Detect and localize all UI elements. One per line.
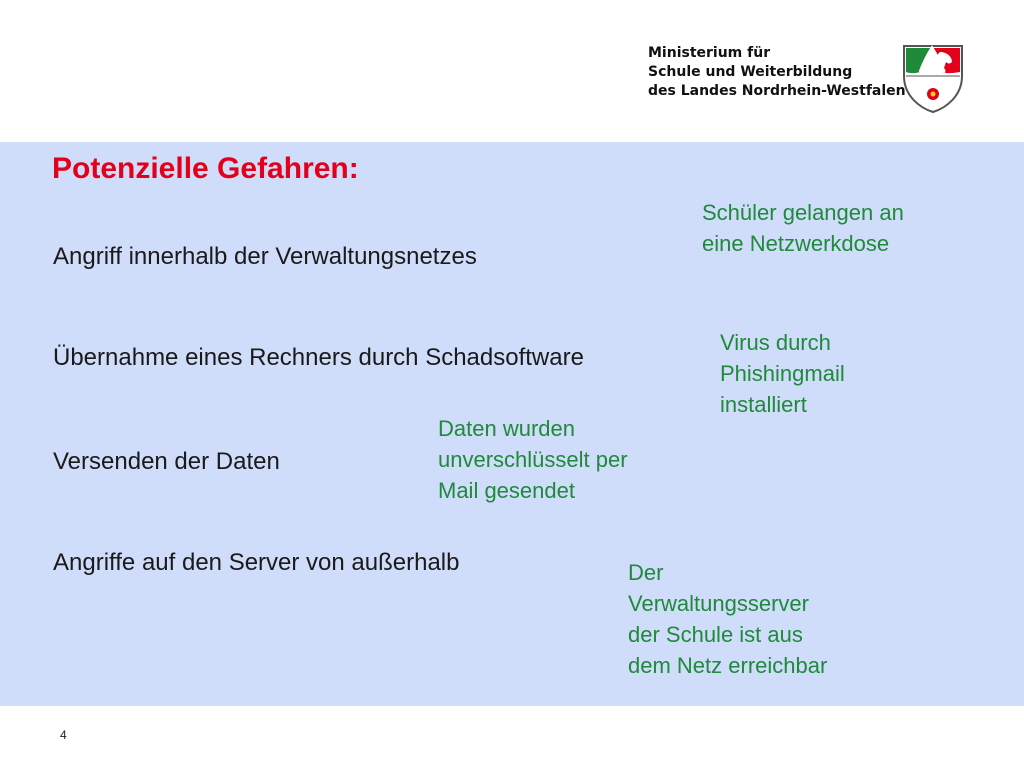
ministry-line: des Landes Nordrhein-Westfalen (648, 83, 906, 99)
note-line: Der (628, 560, 664, 585)
note-network (702, 197, 904, 259)
note-line: unverschlüsselt per (438, 447, 628, 472)
note-line: Daten wurden (438, 416, 575, 441)
note-malware (720, 327, 845, 420)
note-line: Schüler gelangen an (702, 200, 904, 225)
note-line: der Schule ist aus (628, 622, 803, 647)
note-line: eine Netzwerkdose (702, 231, 890, 256)
slide-title: Potenzielle Gefahren: (52, 152, 359, 185)
ministry-line: Schule und Weiterbildung (648, 64, 853, 80)
nrw-coat-of-arms-icon (900, 42, 966, 114)
page-number: 4 (60, 728, 67, 742)
note-line: dem Netz erreichbar (628, 653, 828, 678)
ministry-line: Ministerium für (648, 45, 771, 61)
threat-point-data-sending: Versenden der Daten (53, 448, 280, 475)
threat-point-network: Angriff innerhalb der Verwaltungsnetzes (53, 243, 477, 270)
ministry-name (648, 44, 906, 101)
note-line: Mail gesendet (438, 478, 575, 503)
threat-point-malware: Übernahme eines Rechners durch Schadsoftware (53, 344, 584, 371)
note-line: installiert (720, 392, 807, 417)
note-line: Phishingmail (720, 361, 845, 386)
note-line: Virus durch (720, 330, 831, 355)
note-data-sending (438, 413, 628, 506)
note-server-attack (628, 557, 827, 681)
threat-point-server-attack: Angriffe auf den Server von außerhalb (53, 549, 460, 576)
note-line: Verwaltungsserver (628, 591, 809, 616)
slide-header (0, 0, 1024, 142)
